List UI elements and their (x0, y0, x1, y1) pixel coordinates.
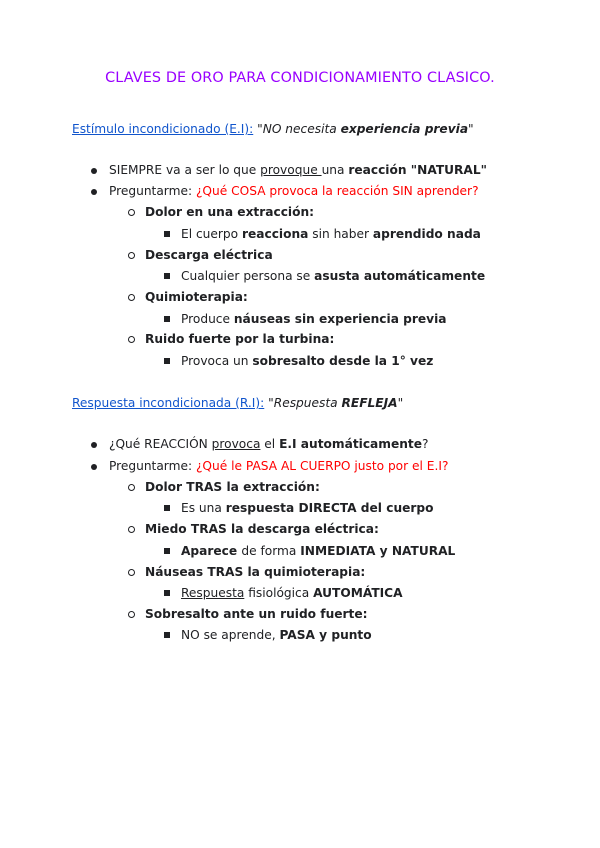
bullet-dot (91, 442, 97, 448)
section1-heading: Estímulo incondicionado (E.I): "NO necesita experiencia previa" (72, 122, 474, 136)
section2-item-label: Sobresalto ante un ruido fuerte: (145, 607, 368, 621)
bullet-circle (128, 294, 135, 301)
section2-item-detail: Es una respuesta DIRECTA del cuerpo (181, 501, 434, 515)
bullet-circle (128, 484, 135, 491)
section1-item-label: Quimioterapia: (145, 290, 248, 304)
section1-item-detail: Cualquier persona se asusta automáticamente (181, 269, 486, 283)
section1-item-detail: El cuerpo reacciona sin haber aprendido nada (181, 227, 481, 241)
section1-bullet1: SIEMPRE va a ser lo que provoque una reacción "NATURAL" (109, 163, 487, 177)
section2-item-detail: Aparece de forma INMEDIATA y NATURAL (181, 544, 456, 558)
section2-heading-link[interactable]: Respuesta incondicionada (R.I): (72, 396, 265, 410)
bullet-square (164, 316, 170, 322)
section1-item-label: Dolor en una extracción: (145, 205, 315, 219)
bullet-circle (128, 526, 135, 533)
bullet-square (164, 548, 170, 554)
section2-item-label: Náuseas TRAS la quimioterapia: (145, 565, 366, 579)
bullet-square (164, 590, 170, 596)
bullet-square (164, 231, 170, 237)
bullet-dot (91, 464, 97, 470)
section1-item-label: Ruido fuerte por la turbina: (145, 332, 335, 346)
bullet-dot (91, 189, 97, 195)
section1-item-detail: Produce náuseas sin experiencia previa (181, 312, 447, 326)
bullet-circle (128, 336, 135, 343)
section2-heading: Respuesta incondicionada (R.I): "Respuesta REFLEJA" (72, 396, 404, 410)
bullet-square (164, 273, 170, 279)
bullet-circle (128, 209, 135, 216)
section2-bullet1: ¿Qué REACCIÓN provoca el E.I automáticamente? (109, 437, 429, 451)
section1-heading-link[interactable]: Estímulo incondicionado (E.I): (72, 122, 254, 136)
section1-item-label: Descarga eléctrica (145, 248, 273, 262)
page-title: CLAVES DE ORO PARA CONDICIONAMIENTO CLASICO. (105, 70, 495, 86)
section2-item-label: Dolor TRAS la extracción: (145, 480, 320, 494)
bullet-square (164, 358, 170, 364)
section2-bullet2: Preguntarme: ¿Qué le PASA AL CUERPO justo por el E.I? (109, 459, 449, 473)
section2-item-detail: NO se aprende, PASA y punto (181, 628, 372, 642)
section2-item-detail: Respuesta fisiológica AUTOMÁTICA (181, 586, 403, 600)
section1-item-detail: Provoca un sobresalto desde la 1° vez (181, 354, 434, 368)
section2-item-label: Miedo TRAS la descarga eléctrica: (145, 522, 379, 536)
bullet-dot (91, 168, 97, 174)
bullet-square (164, 505, 170, 511)
bullet-circle (128, 252, 135, 259)
bullet-square (164, 632, 170, 638)
section1-bullet2: Preguntarme: ¿Qué COSA provoca la reacción SIN aprender? (109, 184, 479, 198)
bullet-circle (128, 611, 135, 618)
bullet-circle (128, 569, 135, 576)
